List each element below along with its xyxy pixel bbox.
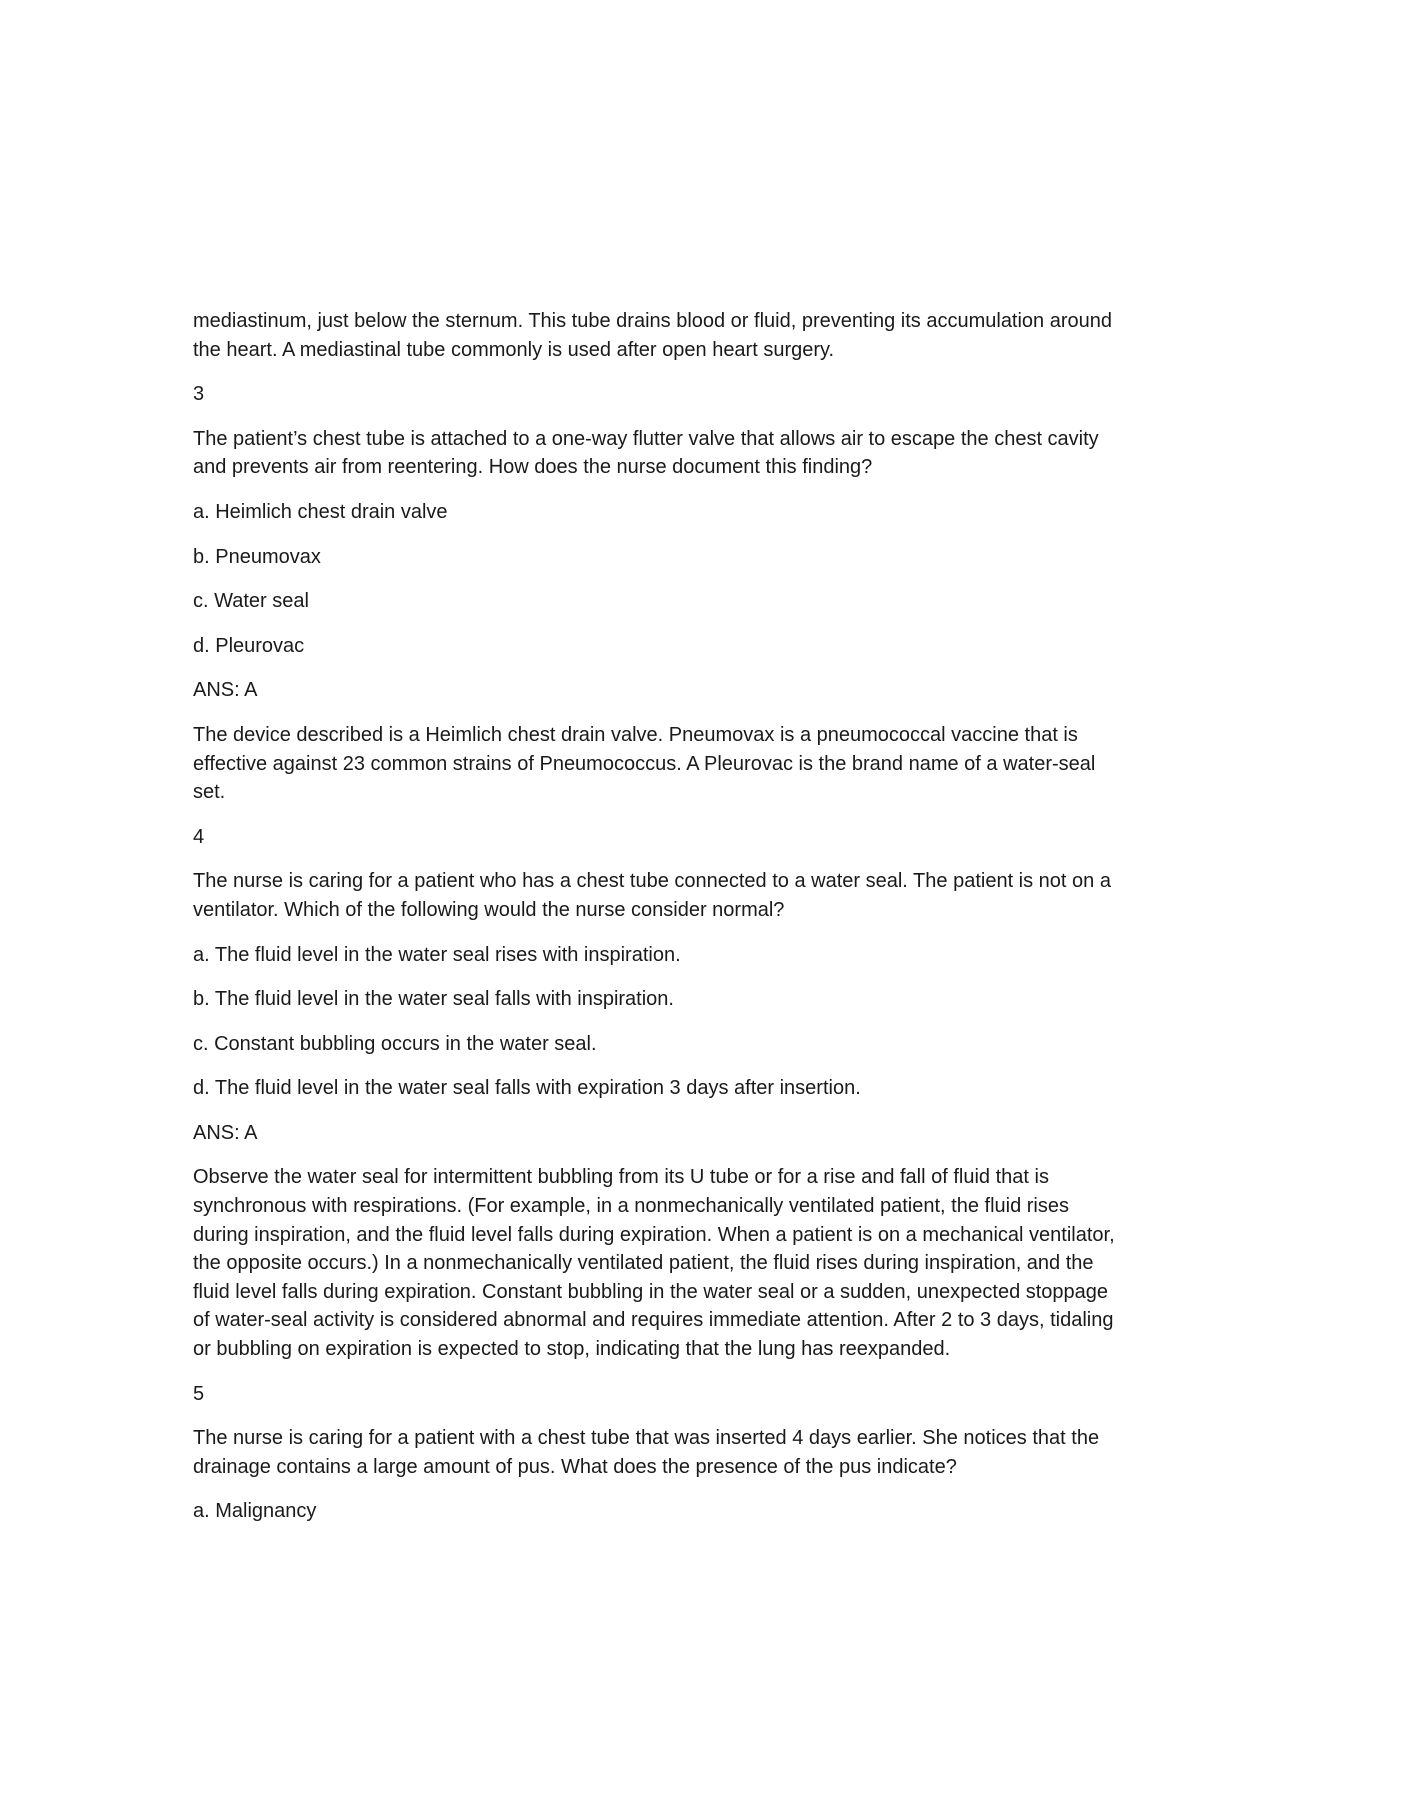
- answer-option: b. The fluid level in the water seal falls with inspiration.: [193, 988, 674, 1011]
- question-stem: The nurse is caring for a patient with a chest tube that was inserted 4 days earlier. She notices that the drainage contains a large amount of pus. What does the presence of the pus indicate?: [193, 1427, 1100, 1478]
- answer-option: d. The fluid level in the water seal falls with expiration 3 days after insertion.: [193, 1077, 861, 1100]
- continued-rationale-paragraph: mediastinum, just below the sternum. This tube drains blood or fluid, preventing its accumulation around the heart. A mediastinal tube commonly is used after open heart surgery.: [193, 310, 1113, 361]
- answer-option: a. Heimlich chest drain valve: [193, 500, 448, 523]
- answer-option: a. The fluid level in the water seal rises with inspiration.: [193, 943, 681, 966]
- question-stem: The nurse is caring for a patient who has a chest tube connected to a water seal. The patient is not on a ventilator. Which of the following would the nurse consider normal?: [193, 870, 1111, 921]
- question-number: 4: [193, 825, 205, 848]
- answer-option: a. Malignancy: [193, 1500, 317, 1523]
- answer-key: ANS: A: [193, 679, 258, 702]
- answer-option: b. Pneumovax: [193, 545, 321, 568]
- question-stem: The patient’s chest tube is attached to a one-way flutter valve that allows air to escape the chest cavity and prevents air from reentering. How does the nurse document this finding?: [193, 427, 1099, 479]
- question-number: 5: [193, 1382, 205, 1405]
- answer-option: c. Water seal: [193, 590, 309, 613]
- answer-option: d. Pleurovac: [193, 634, 305, 657]
- answer-key: ANS: A: [193, 1121, 258, 1144]
- question-number: 3: [193, 383, 205, 406]
- answer-option: c. Constant bubbling occurs in the water seal.: [193, 1032, 597, 1055]
- rationale-paragraph: Observe the water seal for intermittent bubbling from its U tube or for a rise and fall of fluid that is synchronous with respirations. (For example, in a nonmechanically ventilated patient, the fluid rises during inspiration, and the fluid level falls during expiration. When a patient is on a mechanical ventilator, the opposite occurs.) In a nonmechanically ventilated patient, the fluid rises during inspiration, and the fluid level falls during expiration. Constant bubbling in the water seal or a sudden, unexpected stoppage of water-seal activity is considered abnormal and requires immediate attention. After 2 to 3 days, tidaling or bubbling on expiration is expected to stop, indicating that the lung has reexpanded.: [193, 1166, 1115, 1361]
- document-body: [193, 307, 1123, 1542]
- rationale-paragraph: The device described is a Heimlich chest drain valve. Pneumovax is a pneumococcal vaccine that is effective against 23 common strains of Pneumococcus. A Pleurovac is the brand name of a water-seal set.: [193, 723, 1096, 804]
